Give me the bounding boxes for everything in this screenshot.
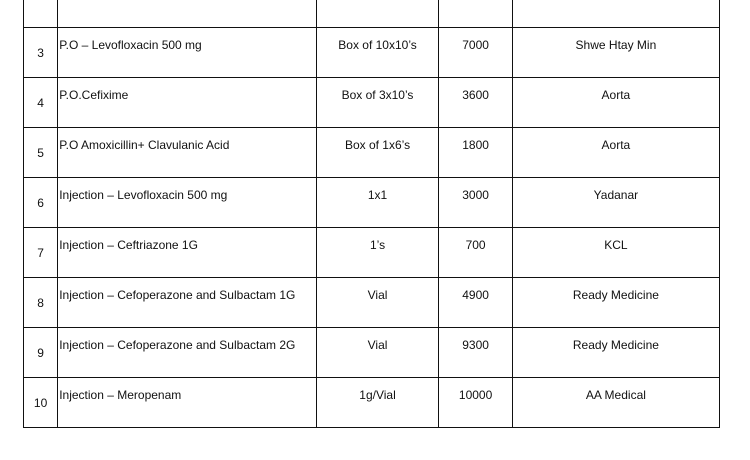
cell-supplier-text: AA Medical — [585, 388, 646, 402]
cell-supplier-text: Ready Medicine — [572, 338, 659, 352]
cell-no — [24, 128, 58, 178]
cell-qty-text: 700 — [465, 238, 486, 252]
cell-qty-text: 7000 — [462, 38, 489, 52]
cell-supplier-text: Aorta — [601, 88, 631, 102]
cell-supplier — [512, 228, 719, 278]
table-row — [24, 328, 720, 378]
cell-supplier — [512, 178, 719, 228]
cell-qty — [439, 278, 512, 328]
cell-qty — [439, 328, 512, 378]
table-row — [24, 178, 720, 228]
cell-supplier — [512, 128, 719, 178]
cell-pack — [316, 328, 439, 378]
cell-pack — [316, 178, 439, 228]
cell-name — [58, 128, 316, 178]
cell-name — [58, 78, 316, 128]
cell-name-text: Injection – Meropenam — [59, 388, 182, 402]
cell-supplier — [512, 0, 719, 28]
cell-no — [24, 28, 58, 78]
cell-supplier — [512, 28, 719, 78]
table-row — [24, 128, 720, 178]
cell-name-text: P.O Amoxicillin+ Clavulanic Acid — [59, 138, 230, 152]
cell-pack — [316, 28, 439, 78]
cell-qty — [439, 228, 512, 278]
table-row — [24, 228, 720, 278]
cell-supplier — [512, 378, 719, 428]
cell-name-text: Injection – Cefoperazone and Sulbactam 2G — [59, 338, 296, 352]
cell-no — [24, 0, 58, 28]
cell-pack-text: Box of 3x10’s — [341, 88, 414, 102]
cell-pack — [316, 378, 439, 428]
cell-name — [58, 278, 316, 328]
cell-no-text: 8 — [37, 296, 44, 310]
cell-no — [24, 328, 58, 378]
cell-no-text: 7 — [37, 246, 44, 260]
table-row-partial — [24, 0, 720, 28]
cell-qty — [439, 78, 512, 128]
cell-pack — [316, 78, 439, 128]
cell-pack-text: Vial — [367, 338, 388, 352]
table-row — [24, 78, 720, 128]
cell-pack-text: 1g/Vial — [359, 388, 396, 402]
medicine-table — [23, 0, 720, 428]
cell-no-text: 4 — [37, 96, 44, 110]
cell-pack — [316, 228, 439, 278]
cell-no-text: 3 — [37, 46, 44, 60]
cell-pack-text: 1’s — [369, 238, 386, 252]
cell-qty — [439, 178, 512, 228]
cell-no — [24, 378, 58, 428]
cell-qty-text: 3000 — [462, 188, 489, 202]
cell-no-text: 5 — [37, 146, 44, 160]
cell-supplier — [512, 278, 719, 328]
cell-no-text: 6 — [37, 196, 44, 210]
cell-supplier — [512, 328, 719, 378]
table-row — [24, 378, 720, 428]
table-row — [24, 278, 720, 328]
cell-no-text: 9 — [37, 346, 44, 360]
cell-name-text: P.O.Cefixime — [59, 88, 129, 102]
cell-no — [24, 228, 58, 278]
cell-name-text: P.O – Levofloxacin 500 mg — [59, 38, 202, 52]
cell-supplier-text: Yadanar — [593, 188, 639, 202]
cell-supplier-text: Shwe Htay Min — [575, 38, 657, 52]
cell-name — [58, 378, 316, 428]
cell-qty — [439, 0, 512, 28]
cell-name — [58, 28, 316, 78]
cell-qty — [439, 28, 512, 78]
cell-no — [24, 178, 58, 228]
cell-pack — [316, 128, 439, 178]
cell-pack-text: Vial — [367, 288, 388, 302]
table-row — [24, 28, 720, 78]
cell-supplier-text: Ready Medicine — [572, 288, 659, 302]
cell-pack-text: Box of 10x10’s — [338, 38, 417, 52]
cell-qty-text: 1800 — [462, 138, 489, 152]
cell-pack — [316, 0, 439, 28]
cell-qty — [439, 128, 512, 178]
table-body — [24, 0, 720, 428]
cell-name — [58, 228, 316, 278]
cell-pack — [316, 278, 439, 328]
cell-supplier — [512, 78, 719, 128]
cell-name-text: Injection – Cefoperazone and Sulbactam 1G — [59, 288, 296, 302]
cell-name — [58, 178, 316, 228]
cell-name-text: Injection – Levofloxacin 500 mg — [59, 188, 228, 202]
cell-qty-text: 9300 — [462, 338, 489, 352]
cell-no — [24, 278, 58, 328]
cell-name-text: Injection – Ceftriazone 1G — [59, 238, 198, 252]
cell-qty-text: 10000 — [458, 388, 493, 402]
cell-pack-text: 1x1 — [367, 188, 388, 202]
cell-name — [58, 328, 316, 378]
cell-pack-text: Box of 1x6’s — [344, 138, 411, 152]
cell-no-text: 10 — [33, 396, 48, 410]
cell-name — [58, 0, 316, 28]
cell-qty-text: 4900 — [462, 288, 489, 302]
cell-qty-text: 3600 — [462, 88, 489, 102]
cell-qty — [439, 378, 512, 428]
cell-supplier-text: KCL — [604, 238, 628, 252]
cell-no — [24, 78, 58, 128]
cell-supplier-text: Aorta — [601, 138, 631, 152]
